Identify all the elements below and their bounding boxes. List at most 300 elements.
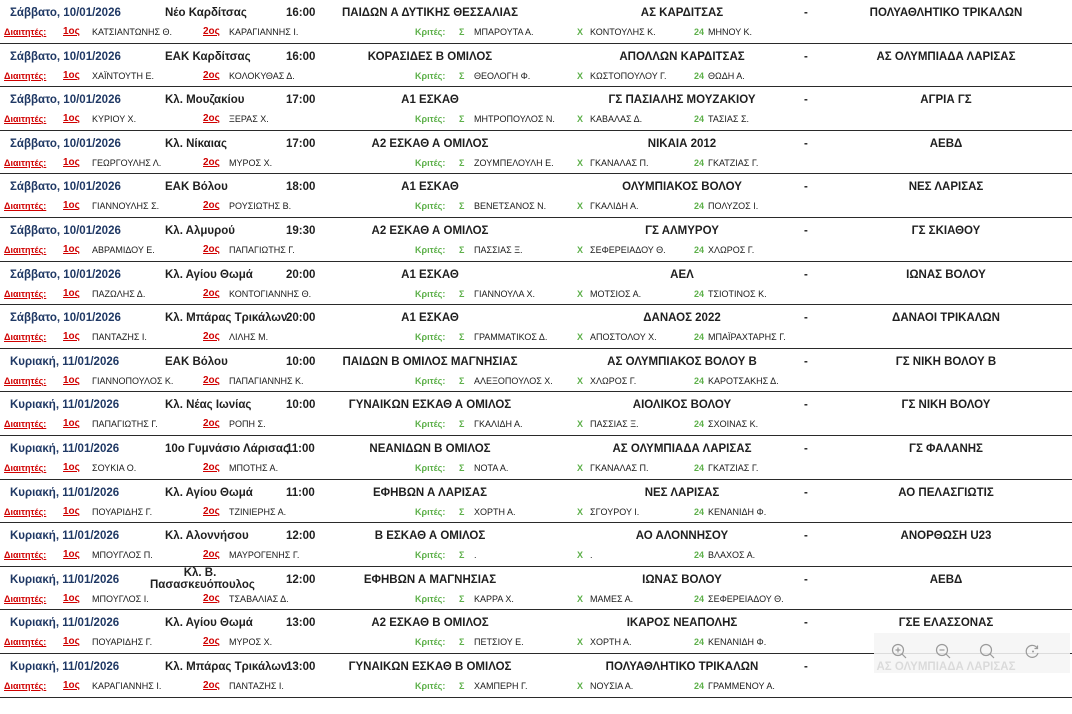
twentyfour-marker: 24 [694,593,705,604]
sigma-marker: Σ [459,288,465,299]
first-ref-order: 1ος [63,636,80,648]
venue: Κλ. Αγίου Θωμά [165,617,253,630]
category: ΓΥΝΑΙΚΩΝ ΕΣΚΑΘ Α ΟΜΙΛΟΣ [348,399,512,412]
judge-1: ΒΕΝΕΤΣΑΝΟΣ Ν. [474,201,547,212]
category: ΠΑΙΔΩΝ Α ΔΥΤΙΚΗΣ ΘΕΣΣΑΛΙΑΣ [341,7,519,19]
time: 20:00 [286,312,316,325]
referees-label: Διαιτητές: [4,550,47,561]
judges-label: Κριτές: [415,157,446,168]
date: Κυριακή, 11/01/2026 [10,442,120,455]
first-referee: ΜΠΟΥΓΛΟΣ Π. [92,550,153,561]
away-team: ΓΣ ΣΚΙΑΘΟΥ [911,224,981,237]
away-team: ΓΣ ΝΙΚΗ ΒΟΛΟΥ [901,399,991,412]
first-ref-order: 1ος [63,549,80,561]
first-ref-order: 1ος [63,200,80,212]
zoom-out-icon[interactable] [934,642,952,660]
judge-1: ΑΛΕΞΟΠΟΥΛΟΣ Χ. [474,375,553,386]
category: ΕΦΗΒΩΝ Α ΛΑΡΙΣΑΣ [372,486,488,499]
second-referee: ΛΙΛΗΣ Μ. [229,332,269,343]
judge-1: ΓΚΑΛΙΔΗ Α. [474,419,523,430]
match-row [0,44,1072,88]
referees-label: Διαιτητές: [4,114,47,125]
judge-2: ΓΚΑΝΑΛΑΣ Π. [590,462,649,473]
judges-label: Κριτές: [415,332,446,343]
twentyfour-marker: 24 [694,332,705,343]
chi-marker: Χ [577,462,584,473]
home-team: ΝΙΚΑΙΑ 2012 [647,137,717,150]
away-team: ΙΩΝΑΣ ΒΟΛΟΥ [906,268,986,281]
second-referee: ΜΥΡΟΣ Χ. [229,157,273,168]
venue: Κλ. Μπάρας Τρικάλων [165,312,288,325]
second-ref-order: 2ος [203,69,220,81]
twentyfour-marker: 24 [694,288,705,299]
time: 10:00 [286,399,316,412]
date: Κυριακή, 11/01/2026 [10,573,120,586]
judge-3: ΤΑΣΙΑΣ Σ. [708,114,750,125]
chi-marker: Χ [577,506,584,517]
versus-dash: - [804,399,808,412]
away-team: ΑΟ ΠΕΛΑΣΓΙΩΤΙΣ [898,486,994,499]
category: Α1 ΕΣΚΑΘ [401,94,459,107]
first-ref-order: 1ος [63,243,80,255]
match-row [0,392,1072,436]
referees-label: Διαιτητές: [4,506,47,517]
time: 13:00 [286,660,316,673]
date: Σάββατο, 10/01/2026 [10,94,121,107]
judges-label: Κριτές: [415,506,446,517]
referees-label: Διαιτητές: [4,419,47,430]
versus-dash: - [804,181,808,194]
referees-label: Διαιτητές: [4,27,47,37]
versus-dash: - [804,94,808,107]
home-team: ΟΛΥΜΠΙΑΚΟΣ ΒΟΛΟΥ [622,181,742,194]
time: 17:00 [286,94,316,107]
second-referee: ΜΑΥΡΟΓΕΝΗΣ Γ. [229,550,300,561]
first-referee: ΠΑΖΩΛΗΣ Δ. [92,288,146,299]
judge-1: ΜΗΤΡΟΠΟΥΛΟΣ Ν. [474,114,555,125]
versus-dash: - [804,224,808,237]
venue: Κλ. Αλμυρού [165,224,235,237]
first-referee: ΓΙΑΝΝΟΠΟΥΛΟΣ Κ. [92,375,174,386]
chi-marker: Χ [577,332,584,343]
judge-3: ΠΟΛΥΖΟΣ Ι. [708,201,759,212]
judges-label: Κριτές: [415,550,446,561]
category: ΕΦΗΒΩΝ Α ΜΑΓΝΗΣΙΑΣ [363,573,497,586]
twentyfour-marker: 24 [694,506,705,517]
second-ref-order: 2ος [203,592,220,604]
sigma-marker: Σ [459,375,465,386]
search-icon[interactable] [978,642,996,660]
judge-2: ΣΓΟΥΡΟΥ Ι. [590,506,640,517]
referees-label: Διαιτητές: [4,70,47,81]
time: 17:00 [286,137,316,150]
rotate-icon[interactable] [1024,642,1042,660]
judge-1: ΧΑΜΠΕΡΗ Γ. [474,680,528,691]
first-ref-order: 1ος [63,156,80,168]
date: Κυριακή, 11/01/2026 [10,399,120,412]
second-referee: ΚΟΛΟΚΥΘΑΣ Δ. [229,70,295,81]
versus-dash: - [804,573,808,586]
sigma-marker: Σ [459,114,465,125]
category: ΚΟΡΑΣΙΔΕΣ Β ΟΜΙΛΟΣ [367,50,493,63]
judge-2: ΚΩΣΤΟΠΟΥΛΟΥ Γ. [590,70,667,81]
away-team: ΑΝΟΡΘΩΣΗ U23 [900,530,992,543]
match-row [0,262,1072,306]
versus-dash: - [804,312,808,325]
versus-dash: - [804,268,808,281]
judge-3: ΘΩΔΗ Α. [708,70,745,81]
judge-1: ΚΑΡΡΑ Χ. [474,593,514,604]
judge-3: ΧΛΩΡΟΣ Γ. [708,244,755,255]
versus-dash: - [804,355,808,368]
category: Α2 ΕΣΚΑΘ Α ΟΜΙΛΟΣ [371,137,489,150]
date: Σάββατο, 10/01/2026 [10,312,121,325]
judge-2: ΧΟΡΤΗ Α. [590,637,632,648]
time: 13:00 [286,617,316,630]
chi-marker: Χ [577,114,584,125]
judge-2: ΠΑΣΣΙΑΣ Ξ. [590,419,639,430]
second-referee: ΠΑΠΑΓΙΩΤΗΣ Γ. [229,244,295,255]
home-team: ΑΙΟΛΙΚΟΣ ΒΟΛΟΥ [632,399,732,412]
date: Σάββατο, 10/01/2026 [10,137,121,150]
date: Σάββατο, 10/01/2026 [10,268,121,281]
away-team: ΑΓΡΙΑ ΓΣ [920,94,972,107]
judge-2: ΜΑΜΕΣ Α. [590,593,634,604]
time: 20:00 [286,268,316,281]
judge-3: ΚΑΡΟΤΣΑΚΗΣ Δ. [708,375,779,386]
home-team: ΑΟ ΑΛΟΝΝΗΣΟΥ [635,530,729,543]
twentyfour-marker: 24 [694,375,705,386]
second-ref-order: 2ος [203,418,220,430]
venue: Κλ. Αγίου Θωμά [165,268,253,281]
referees-label: Διαιτητές: [4,375,47,386]
judge-1: . [474,550,477,561]
chi-marker: Χ [577,288,584,299]
versus-dash: - [804,442,808,455]
first-referee: ΓΙΑΝΝΟΥΛΗΣ Σ. [92,201,160,212]
judge-2: ΓΚΑΝΑΛΑΣ Π. [590,157,649,168]
home-team: ΝΕΣ ΛΑΡΙΣΑΣ [644,486,720,499]
judges-label: Κριτές: [415,637,446,648]
time: 10:00 [286,355,316,368]
away-team: ΓΣ ΝΙΚΗ ΒΟΛΟΥ Β [895,355,997,368]
twentyfour-marker: 24 [694,70,705,81]
judge-2: ΚΑΒΑΛΑΣ Δ. [590,114,643,125]
category: ΠΑΙΔΩΝ Β ΟΜΙΛΟΣ ΜΑΓΝΗΣΙΑΣ [342,355,518,368]
second-ref-order: 2ος [203,461,220,473]
judge-2: ΣΕΦΕΡΕΙΑΔΟΥ Θ. [590,244,666,255]
second-referee: ΡΟΠΗ Σ. [229,419,266,430]
judge-1: ΓΡΑΜΜΑΤΙΚΟΣ Δ. [474,332,548,343]
second-referee: ΜΥΡΟΣ Χ. [229,637,273,648]
sigma-marker: Σ [459,506,465,517]
sigma-marker: Σ [459,419,465,430]
judge-2: ΝΟΥΣΙΑ Α. [590,680,634,691]
referees-label: Διαιτητές: [4,157,47,168]
date: Σάββατο, 10/01/2026 [10,181,121,194]
referees-label: Διαιτητές: [4,244,47,255]
twentyfour-marker: 24 [694,157,705,168]
chi-marker: Χ [577,593,584,604]
judges-label: Κριτές: [415,201,446,212]
judges-label: Κριτές: [415,70,446,81]
venue: Κλ. Αλοννήσου [165,530,249,543]
judge-3: ΜΗΝΟΥ Κ. [708,27,753,37]
second-referee: ΤΣΑΒΑΛΙΑΣ Δ. [229,593,289,604]
judges-label: Κριτές: [415,462,446,473]
chi-marker: Χ [577,419,584,430]
home-team: ΑΣ ΚΑΡΔΙΤΣΑΣ [640,7,724,19]
match-row [0,0,1072,44]
judge-1: ΝΟΤΑ Α. [474,462,509,473]
match-row [0,174,1072,218]
first-ref-order: 1ος [63,461,80,473]
venue: Κλ. Νέας Ιωνίας [165,399,252,412]
second-ref-order: 2ος [203,549,220,561]
category: Α1 ΕΣΚΑΘ [401,312,459,325]
referees-label: Διαιτητές: [4,201,47,212]
venue: Κλ. Μουζακίου [165,94,245,107]
match-row [0,567,1072,611]
judge-3: ΓΡΑΜΜΕΝΟΥ Α. [708,680,775,691]
sigma-marker: Σ [459,680,465,691]
first-ref-order: 1ος [63,592,80,604]
venue: Νέο Καρδίτσας [165,7,247,19]
judges-label: Κριτές: [415,288,446,299]
date: Σάββατο, 10/01/2026 [10,224,121,237]
first-ref-order: 1ος [63,505,80,517]
first-referee: ΧΑΪΝΤΟΥΤΗ Ε. [92,70,155,81]
twentyfour-marker: 24 [694,419,705,430]
first-ref-order: 1ος [63,374,80,386]
judge-1: ΘΕΟΛΟΓΗ Φ. [474,70,531,81]
referees-label: Διαιτητές: [4,462,47,473]
second-ref-order: 2ος [203,156,220,168]
second-ref-order: 2ος [203,636,220,648]
first-referee: ΠΟΥΑΡΙΔΗΣ Γ. [92,637,153,648]
away-team: ΑΕΒΔ [929,573,963,586]
sigma-marker: Σ [459,70,465,81]
category: Α1 ΕΣΚΑΘ [401,268,459,281]
chi-marker: Χ [577,244,584,255]
judges-label: Κριτές: [415,114,446,125]
venue: Κλ. Β. Πασασκευόπουλος [150,566,255,591]
away-team: ΔΑΝΑΟΙ ΤΡΙΚΑΛΩΝ [892,312,1000,325]
time: 11:00 [286,442,315,455]
second-referee: ΤΖΙΝΙΕΡΗΣ Α. [229,506,287,517]
sigma-marker: Σ [459,201,465,212]
chi-marker: Χ [577,375,584,386]
versus-dash: - [804,486,808,499]
referees-label: Διαιτητές: [4,288,47,299]
judge-3: ΚΕΝΑΝΙΔΗ Φ. [708,637,767,648]
first-referee: ΚΥΡΙΟΥ Χ. [92,114,137,125]
judge-3: ΜΠΑΪΡΑΧΤΑΡΗΣ Γ. [708,332,786,343]
match-row [0,349,1072,393]
chi-marker: Χ [577,157,584,168]
judge-2: . [590,550,593,561]
second-ref-order: 2ος [203,505,220,517]
judge-3: ΣΧΟΙΝΑΣ Κ. [708,419,759,430]
match-row [0,436,1072,480]
away-team: ΓΣΕ ΕΛΑΣΣΟΝΑΣ [898,617,994,630]
category: Α2 ΕΣΚΑΘ Β ΟΜΙΛΟΣ [371,617,489,630]
twentyfour-marker: 24 [694,201,705,212]
venue: Κλ. Αγίου Θωμά [165,486,253,499]
second-referee: ΠΑΠΑΓΙΑΝΝΗΣ Κ. [229,375,304,386]
second-ref-order: 2ος [203,287,220,299]
zoom-toolbar [874,633,1070,673]
first-referee: ΠΑΠΑΓΙΩΤΗΣ Γ. [92,419,158,430]
judges-label: Κριτές: [415,680,446,691]
first-referee: ΠΟΥΑΡΙΔΗΣ Γ. [92,506,153,517]
judge-2: ΑΠΟΣΤΟΛΟΥ Χ. [590,332,657,343]
judge-2: ΜΟΤΣΙΟΣ Α. [590,288,642,299]
first-ref-order: 1ος [63,113,80,125]
home-team: ΓΣ ΑΛΜΥΡΟΥ [645,224,719,237]
judge-3: ΣΕΦΕΡΕΙΑΔΟΥ Θ. [708,593,784,604]
away-team: ΠΟΛΥΑΘΛΗΤΙΚΟ ΤΡΙΚΑΛΩΝ [869,7,1023,19]
match-row [0,305,1072,349]
sigma-marker: Σ [459,27,465,37]
twentyfour-marker: 24 [694,244,705,255]
sigma-marker: Σ [459,593,465,604]
venue: ΕΑΚ Βόλου [165,355,228,368]
home-team: ΠΟΛΥΑΘΛΗΤΙΚΟ ΤΡΙΚΑΛΩΝ [605,660,759,673]
chi-marker: Χ [577,27,584,37]
referees-label: Διαιτητές: [4,593,47,604]
referees-label: Διαιτητές: [4,332,47,343]
twentyfour-marker: 24 [694,680,705,691]
judge-3: ΒΛΑΧΟΣ Α. [708,550,756,561]
judge-2: ΚΟΝΤΟΥΛΗΣ Κ. [590,27,656,37]
first-ref-order: 1ος [63,26,80,37]
category: ΝΕΑΝΙΔΩΝ Β ΟΜΙΛΟΣ [369,442,491,455]
second-ref-order: 2ος [203,243,220,255]
sigma-marker: Σ [459,462,465,473]
chi-marker: Χ [577,70,584,81]
judge-3: ΓΚΑΤΖΙΑΣ Γ. [708,157,759,168]
versus-dash: - [804,660,808,673]
away-team: ΑΣ ΟΛΥΜΠΙΑΔΑ ΛΑΡΙΣΑΣ [876,50,1016,63]
date: Κυριακή, 11/01/2026 [10,660,120,673]
time: 16:00 [286,7,316,19]
judge-3: ΤΣΙΟΤΙΝΟΣ Κ. [708,288,767,299]
second-referee: ΞΕΡΑΣ Χ. [229,114,269,125]
judge-1: ΜΠΑΡΟΥΤΑ Α. [474,27,534,37]
second-referee: ΜΠΟΤΗΣ Α. [229,462,279,473]
home-team: ΓΣ ΠΑΣΙΑΛΗΣ ΜΟΥΖΑΚΙΟΥ [608,94,756,107]
date: Σάββατο, 10/01/2026 [10,50,121,63]
match-row [0,87,1072,131]
first-ref-order: 1ος [63,287,80,299]
home-team: ΔΑΝΑΟΣ 2022 [643,312,721,325]
twentyfour-marker: 24 [694,637,705,648]
judges-label: Κριτές: [415,244,446,255]
away-team: ΝΕΣ ΛΑΡΙΣΑΣ [908,181,984,194]
twentyfour-marker: 24 [694,27,705,37]
second-referee: ΠΑΝΤΑΖΗΣ Ι. [229,680,284,691]
second-ref-order: 2ος [203,331,220,343]
category: Α2 ΕΣΚΑΘ Α ΟΜΙΛΟΣ [371,224,489,237]
date: Κυριακή, 11/01/2026 [10,617,120,630]
sigma-marker: Σ [459,550,465,561]
home-team: ΑΣ ΟΛΥΜΠΙΑΚΟΣ ΒΟΛΟΥ Β [607,355,757,368]
date: Κυριακή, 11/01/2026 [10,355,120,368]
first-referee: ΚΑΤΣΙΑΝΤΩΝΗΣ Θ. [92,27,173,37]
judge-1: ΖΟΥΜΠΕΛΟΥΛΗ Ε. [474,157,554,168]
first-referee: ΑΒΡΑΜΙΔΟΥ Ε. [92,244,155,255]
judges-label: Κριτές: [415,375,446,386]
first-ref-order: 1ος [63,418,80,430]
zoom-in-icon[interactable] [890,642,908,660]
versus-dash: - [804,530,808,543]
category: Β ΕΣΚΑΘ Α ΟΜΙΛΟΣ [374,530,486,543]
first-referee: ΣΟΥΚΙΑ Ο. [92,462,137,473]
second-ref-order: 2ος [203,679,220,691]
time: 19:30 [286,224,316,237]
sigma-marker: Σ [459,637,465,648]
time: 16:00 [286,50,316,63]
second-referee: ΚΑΡΑΓΙΑΝΝΗΣ Ι. [229,27,299,37]
first-referee: ΜΠΟΥΓΛΟΣ Ι. [92,593,149,604]
second-ref-order: 2ος [203,374,220,386]
judges-label: Κριτές: [415,593,446,604]
judges-label: Κριτές: [415,419,446,430]
first-ref-order: 1ος [63,69,80,81]
judge-3: ΚΕΝΑΝΙΔΗ Φ. [708,506,767,517]
category: ΓΥΝΑΙΚΩΝ ΕΣΚΑΘ Β ΟΜΙΛΟΣ [348,660,512,673]
time: 11:00 [286,486,315,499]
chi-marker: Χ [577,550,584,561]
second-ref-order: 2ος [203,200,220,212]
judge-2: ΓΚΑΛΙΔΗ Α. [590,201,639,212]
home-team: ΑΕΛ [670,268,694,281]
match-row [0,523,1072,567]
away-team: ΑΕΒΔ [929,137,963,150]
judge-1: ΠΕΤΣΙΟΥ Ε. [474,637,524,648]
first-referee: ΓΕΩΡΓΟΥΛΗΣ Λ. [92,157,162,168]
home-team: ΑΣ ΟΛΥΜΠΙΑΔΑ ΛΑΡΙΣΑΣ [612,442,752,455]
twentyfour-marker: 24 [694,550,705,561]
sigma-marker: Σ [459,244,465,255]
date: Κυριακή, 11/01/2026 [10,486,120,499]
sigma-marker: Σ [459,332,465,343]
chi-marker: Χ [577,201,584,212]
judge-2: ΧΛΩΡΟΣ Γ. [590,375,637,386]
second-referee: ΚΟΝΤΟΓΙΑΝΝΗΣ Θ. [229,288,312,299]
home-team: ΙΩΝΑΣ ΒΟΛΟΥ [642,573,722,586]
match-row [0,480,1072,524]
first-referee: ΠΑΝΤΑΖΗΣ Ι. [92,332,147,343]
versus-dash: - [804,50,808,63]
judge-1: ΧΟΡΤΗ Α. [474,506,516,517]
twentyfour-marker: 24 [694,114,705,125]
category: Α1 ΕΣΚΑΘ [401,181,459,194]
second-referee: ΡΟΥΣΙΩΤΗΣ Β. [229,201,292,212]
home-team: ΙΚΑΡΟΣ ΝΕΑΠΟΛΗΣ [626,617,738,630]
match-row [0,131,1072,175]
referees-label: Διαιτητές: [4,637,47,648]
venue: Κλ. Μπάρας Τρικάλων [165,660,288,673]
first-referee: ΚΑΡΑΓΙΑΝΝΗΣ Ι. [92,680,162,691]
venue: ΕΑΚ Καρδίτσας [165,50,251,63]
home-team: ΑΠΟΛΛΩΝ ΚΑΡΔΙΤΣΑΣ [619,50,745,63]
versus-dash: - [804,7,808,19]
time: 12:00 [286,530,316,543]
versus-dash: - [804,137,808,150]
venue: 10ο Γυμνάσιο Λάρισας [165,442,289,455]
